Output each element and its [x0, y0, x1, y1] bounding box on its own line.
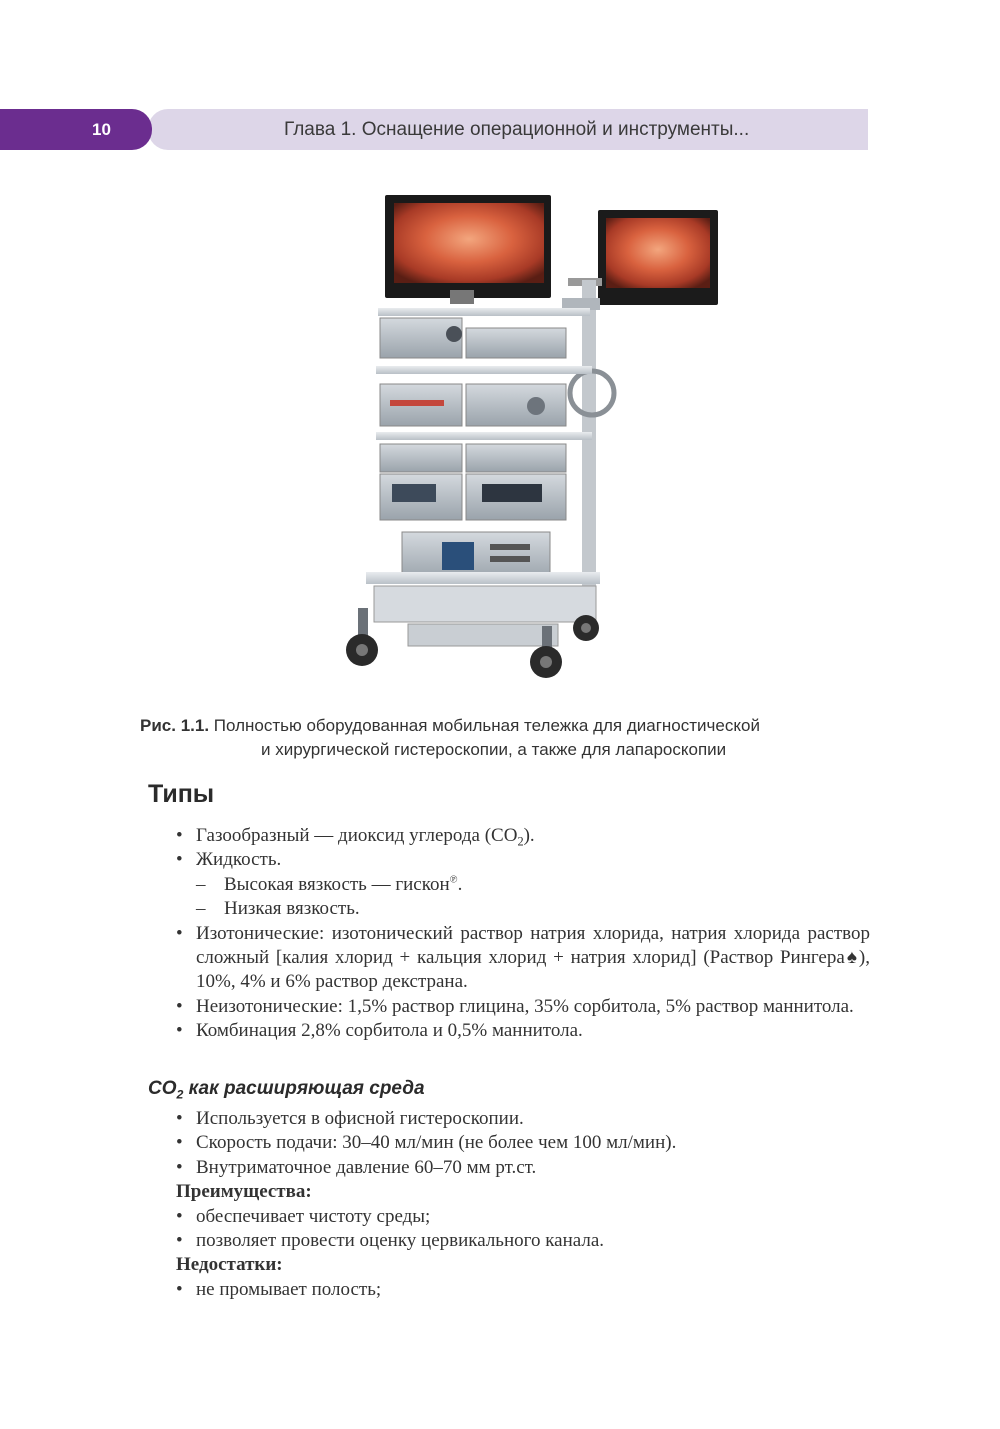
chapter-title: Глава 1. Оснащение операционной и инструменты... [284, 119, 750, 140]
section-title-types: Типы [148, 780, 215, 808]
list-subitem: – Высокая вязкость — гискон℗. [176, 873, 870, 897]
types-list [176, 824, 870, 1044]
list-item: • позволяет провести оценку цервикального канала. [176, 1229, 870, 1253]
advantages-label: Преимущества: [176, 1181, 312, 1203]
page-number: 10 [0, 109, 152, 150]
list-item: • Скорость подачи: 30–40 мл/мин (не более чем 100 мл/мин). [176, 1131, 870, 1155]
list-item: • Внутриматочное давление 60–70 мм рт.ст. [176, 1156, 870, 1180]
endoscopy-cart-image [330, 188, 730, 693]
list-item: • Комбинация 2,8% сорбитола и 0,5% маннитола. [176, 1019, 870, 1043]
caption-line-2: и хирургической гистероскопии, а также для лапароскопии [261, 740, 727, 759]
subsection-title-co2: $CO_2$ как расширяющая среда [148, 1078, 425, 1102]
list-item: • Газообразный — диоксид углерода $(CO_2)$. [176, 824, 870, 848]
list-item: • обеспечивает чистоту среды; [176, 1205, 870, 1229]
list-item: • Неизотонические: 1,5% раствор глицина, 35% сорбитола, 5% раствор маннитола. [176, 995, 870, 1019]
co2-list [176, 1107, 870, 1302]
caption-line-1: Полностью оборудованная мобильная тележка для диагностической [213, 716, 760, 735]
list-subitem: – Низкая вязкость. [176, 897, 870, 921]
caption-label: Рис. 1.1. [140, 716, 210, 735]
list-item: • Жидкость. [176, 848, 870, 872]
running-header [0, 109, 868, 150]
list-item: • Используется в офисной гистероскопии. [176, 1107, 870, 1131]
disadvantages-label: Недостатки: [176, 1254, 283, 1276]
figure-endoscopy-cart [330, 188, 730, 693]
list-item: • не промывает полость; [176, 1278, 870, 1302]
list-item: • Изотонические: изотонический раствор натрия хлорида, натрия хлорида раствор сложный [калия хлорид + кальция хлорид + натрия хлорид] (Раствор Рингера♠), 10%, 4% и 6% раствор декстрана. [176, 922, 870, 995]
figure-caption [140, 714, 900, 762]
